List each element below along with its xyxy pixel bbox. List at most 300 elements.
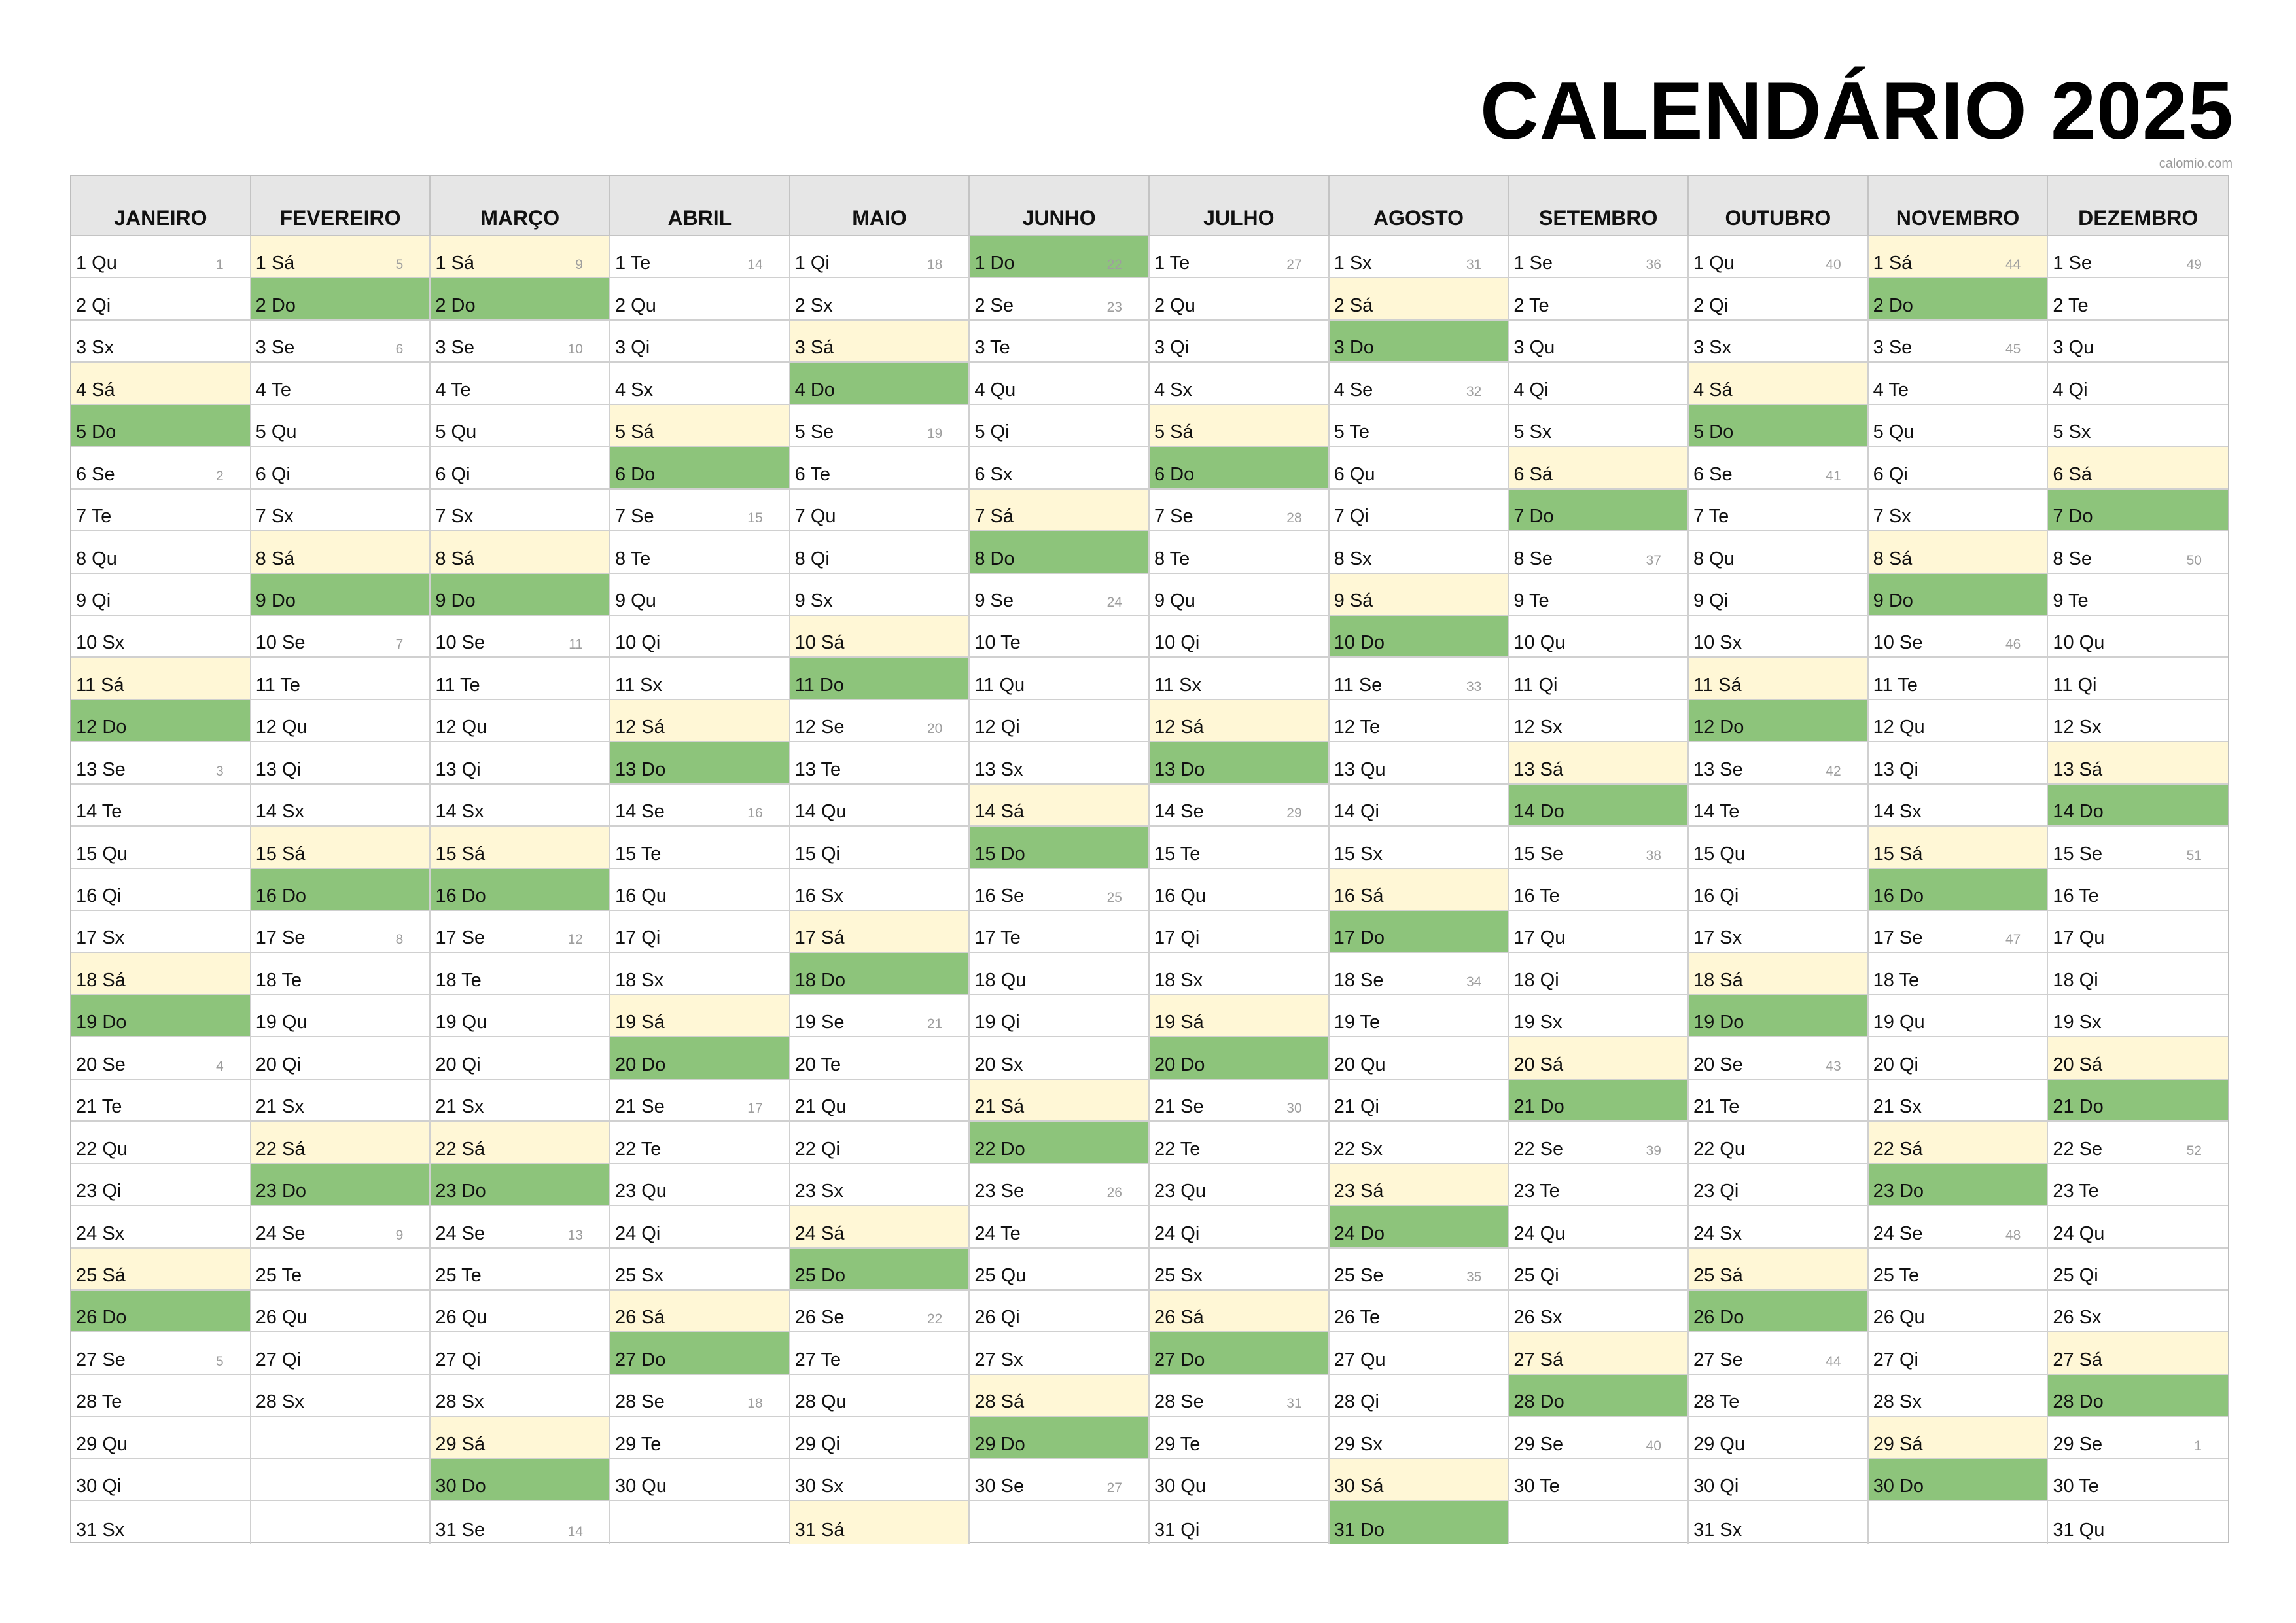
day-cell	[790, 278, 970, 320]
day-label: 23 Te	[1513, 1181, 1560, 1202]
day-label: 2 Do	[1873, 294, 1913, 316]
day-label: 4 Sx	[614, 379, 654, 401]
day-label: 28 Qu	[794, 1391, 847, 1413]
day-cell	[1689, 1291, 1869, 1332]
day-label: 30 Do	[435, 1476, 486, 1497]
day-label: 19 Do	[76, 1012, 127, 1033]
day-cell	[1330, 953, 1510, 995]
day-label: 7 Sá	[974, 506, 1014, 527]
day-cell	[970, 1080, 1150, 1122]
day-label: 5 Sx	[2053, 421, 2091, 443]
day-label: 13 Sx	[974, 758, 1023, 780]
day-cell	[1689, 363, 1869, 404]
day-label: 21 Sx	[435, 1096, 484, 1118]
week-number: 52	[2186, 1143, 2202, 1158]
day-cell	[970, 236, 1150, 278]
month-header: JULHO	[1150, 176, 1330, 236]
day-cell	[431, 531, 610, 573]
day-label: 19 Te	[1333, 1012, 1381, 1033]
day-cell	[790, 405, 970, 447]
day-cell	[431, 1206, 610, 1248]
site-credit: calomio.com	[2159, 156, 2233, 171]
day-label: 14 Do	[1513, 801, 1564, 823]
day-label: 8 Qu	[1693, 548, 1735, 569]
day-cell	[431, 995, 610, 1037]
day-cell	[71, 574, 251, 616]
week-number: 18	[747, 1396, 763, 1412]
day-label: 25 Te	[1873, 1264, 1920, 1286]
day-cell	[1689, 1080, 1869, 1122]
day-label: 11 Do	[794, 674, 844, 696]
day-label: 18 Sx	[614, 969, 664, 991]
day-cell	[610, 531, 790, 573]
day-cell	[970, 785, 1150, 827]
day-cell	[71, 1206, 251, 1248]
day-cell	[610, 869, 790, 911]
day-cell	[71, 531, 251, 573]
day-cell	[790, 785, 970, 827]
day-cell	[431, 953, 610, 995]
day-label: 26 Qu	[255, 1307, 308, 1329]
day-cell	[251, 490, 431, 531]
day-cell	[2048, 827, 2228, 868]
week-number: 9	[395, 1227, 404, 1243]
day-label: 10 Sá	[794, 632, 845, 654]
day-cell	[251, 953, 431, 995]
week-number: 45	[2005, 342, 2021, 357]
day-cell	[1150, 447, 1330, 489]
day-label: 3 Qi	[614, 337, 650, 359]
day-cell	[2048, 405, 2228, 447]
day-label: 1 Do	[974, 253, 1015, 274]
day-label: 25 Qi	[1513, 1264, 1559, 1286]
day-label: 15 Te	[614, 843, 662, 865]
day-label: 27 Se	[1693, 1349, 1743, 1370]
day-label: 23 Sx	[794, 1181, 843, 1202]
day-cell	[251, 1037, 431, 1079]
day-cell	[71, 742, 251, 784]
day-cell	[1869, 1122, 2049, 1164]
day-cell	[790, 827, 970, 868]
day-label: 14 Sx	[1873, 801, 1922, 823]
day-cell	[1150, 278, 1330, 320]
day-label: 18 Do	[794, 969, 846, 991]
week-number: 28	[1286, 510, 1302, 526]
day-label: 24 Se	[435, 1222, 486, 1244]
day-cell	[790, 1164, 970, 1206]
day-cell	[251, 1122, 431, 1164]
day-label: 12 Se	[794, 717, 845, 738]
day-cell	[970, 1206, 1150, 1248]
day-cell	[1689, 1417, 1869, 1459]
day-cell	[970, 321, 1150, 363]
day-label: 29 Qi	[794, 1433, 840, 1455]
day-label: 25 Qu	[974, 1264, 1027, 1286]
day-cell	[71, 995, 251, 1037]
day-cell	[431, 236, 610, 278]
day-label: 4 Te	[255, 379, 291, 401]
day-label: 23 Sá	[1333, 1181, 1384, 1202]
day-cell	[431, 700, 610, 742]
day-label: 10 Se	[435, 632, 486, 654]
day-cell	[790, 1459, 970, 1501]
day-cell	[1509, 1122, 1689, 1164]
day-label: 14 Te	[1693, 801, 1740, 823]
empty-cell	[251, 1501, 431, 1543]
day-cell	[970, 363, 1150, 404]
day-cell	[790, 1249, 970, 1291]
day-cell	[970, 1291, 1150, 1332]
day-cell	[71, 869, 251, 911]
day-label: 13 Sá	[2053, 758, 2103, 780]
day-cell	[970, 1417, 1150, 1459]
day-cell	[431, 321, 610, 363]
day-cell	[251, 616, 431, 658]
week-number: 40	[1826, 257, 1841, 273]
day-label: 27 Do	[614, 1349, 666, 1370]
day-label: 11 Te	[435, 674, 480, 696]
day-cell	[790, 1332, 970, 1374]
day-label: 8 Qu	[76, 548, 117, 569]
day-label: 31 Sx	[76, 1519, 125, 1541]
day-cell	[251, 1080, 431, 1122]
day-label: 9 Do	[1873, 590, 1913, 611]
day-label: 2 Qu	[1154, 294, 1195, 316]
day-label: 20 Qi	[1873, 1054, 1918, 1075]
week-number: 14	[747, 257, 763, 273]
day-cell	[1330, 616, 1510, 658]
day-label: 14 Qu	[794, 801, 847, 823]
day-cell	[970, 700, 1150, 742]
day-label: 24 Te	[974, 1222, 1021, 1244]
week-number: 44	[2005, 257, 2021, 273]
day-label: 22 Te	[1154, 1138, 1201, 1160]
day-label: 20 Sá	[2053, 1054, 2103, 1075]
day-cell	[1689, 1501, 1869, 1543]
day-label: 9 Qi	[1693, 590, 1729, 611]
day-cell	[1689, 1206, 1869, 1248]
day-cell	[1150, 911, 1330, 953]
week-number: 26	[1106, 1185, 1122, 1201]
day-cell	[251, 1332, 431, 1374]
day-cell	[1509, 1164, 1689, 1206]
day-cell	[1509, 869, 1689, 911]
day-label: 8 Sá	[435, 548, 474, 569]
day-cell	[970, 490, 1150, 531]
week-number: 38	[1646, 847, 1661, 863]
day-cell	[2048, 1332, 2228, 1374]
day-label: 28 Do	[2053, 1391, 2104, 1413]
day-cell	[610, 1332, 790, 1374]
day-label: 21 Do	[2053, 1096, 2104, 1118]
month-header: FEVEREIRO	[251, 176, 431, 236]
week-number: 30	[1286, 1101, 1302, 1116]
day-label: 24 Sá	[794, 1222, 845, 1244]
day-label: 25 Te	[435, 1264, 482, 1286]
day-cell	[431, 658, 610, 700]
day-cell	[1509, 827, 1689, 868]
week-number: 46	[2005, 637, 2021, 652]
day-label: 27 Sá	[1513, 1349, 1564, 1370]
day-label: 7 Te	[76, 506, 112, 527]
week-number: 42	[1826, 763, 1841, 779]
day-label: 26 Sá	[614, 1307, 665, 1329]
day-label: 6 Se	[1693, 463, 1733, 485]
day-cell	[1689, 447, 1869, 489]
day-label: 15 Qu	[1693, 843, 1745, 865]
week-number: 27	[1106, 1480, 1122, 1496]
day-cell	[970, 995, 1150, 1037]
day-cell	[1150, 742, 1330, 784]
day-cell	[790, 1080, 970, 1122]
day-label: 29 Se	[1513, 1433, 1564, 1455]
day-cell	[1869, 1459, 2049, 1501]
day-cell	[1689, 869, 1869, 911]
day-label: 6 Se	[76, 463, 115, 485]
day-cell	[1330, 1459, 1510, 1501]
day-cell	[610, 1249, 790, 1291]
day-cell	[790, 1375, 970, 1417]
day-label: 26 Qu	[1873, 1307, 1925, 1329]
day-label: 12 Do	[76, 717, 127, 738]
day-label: 27 Qi	[435, 1349, 481, 1370]
day-label: 28 Do	[1513, 1391, 1564, 1413]
day-label: 16 Do	[435, 885, 486, 906]
day-cell	[1150, 1459, 1330, 1501]
day-label: 10 Do	[1333, 632, 1385, 654]
week-number: 44	[1826, 1353, 1841, 1369]
day-cell	[1869, 447, 2049, 489]
day-cell	[431, 405, 610, 447]
day-cell	[251, 531, 431, 573]
day-label: 17 Se	[435, 927, 486, 949]
day-label: 27 Do	[1154, 1349, 1205, 1370]
week-number: 5	[395, 257, 404, 273]
day-cell	[2048, 1417, 2228, 1459]
day-label: 13 Sá	[1513, 758, 1564, 780]
day-label: 6 Qi	[435, 463, 470, 485]
day-label: 31 Do	[1333, 1519, 1385, 1541]
day-cell	[790, 574, 970, 616]
day-cell	[431, 1164, 610, 1206]
day-cell	[1689, 1249, 1869, 1291]
week-number: 17	[747, 1101, 763, 1116]
day-cell	[970, 742, 1150, 784]
day-label: 25 Se	[1333, 1264, 1384, 1286]
day-label: 13 Qu	[1333, 758, 1386, 780]
day-label: 22 Qu	[1693, 1138, 1745, 1160]
week-number: 27	[1286, 257, 1302, 273]
day-cell	[2048, 1249, 2228, 1291]
day-label: 19 Do	[1693, 1012, 1744, 1033]
day-label: 14 Do	[2053, 801, 2104, 823]
day-label: 25 Qi	[2053, 1264, 2098, 1286]
day-cell	[1689, 616, 1869, 658]
day-cell	[1150, 616, 1330, 658]
day-label: 12 Sá	[1154, 717, 1204, 738]
day-label: 13 Se	[76, 758, 126, 780]
day-cell	[1869, 321, 2049, 363]
day-cell	[71, 1122, 251, 1164]
day-cell	[251, 1375, 431, 1417]
day-label: 1 Qi	[794, 253, 830, 274]
day-cell	[71, 1501, 251, 1543]
day-label: 21 Te	[1693, 1096, 1740, 1118]
day-cell	[2048, 447, 2228, 489]
day-label: 29 Te	[1154, 1433, 1201, 1455]
day-cell	[1869, 1164, 2049, 1206]
day-cell	[1150, 1501, 1330, 1543]
week-number: 39	[1646, 1143, 1661, 1158]
day-cell	[790, 616, 970, 658]
day-label: 12 Sx	[1513, 717, 1563, 738]
day-cell	[1869, 1291, 2049, 1332]
day-label: 11 Qi	[2053, 674, 2097, 696]
day-label: 14 Sx	[255, 801, 304, 823]
day-label: 20 Qi	[435, 1054, 481, 1075]
day-label: 12 Qi	[974, 717, 1020, 738]
day-cell	[71, 236, 251, 278]
week-number: 18	[927, 257, 943, 273]
day-label: 12 Sx	[2053, 717, 2102, 738]
day-cell	[431, 1332, 610, 1374]
day-cell	[1330, 1037, 1510, 1079]
day-cell	[431, 1417, 610, 1459]
day-label: 1 Sá	[1873, 253, 1913, 274]
day-cell	[251, 236, 431, 278]
day-cell	[1869, 1080, 2049, 1122]
day-label: 21 Sx	[255, 1096, 304, 1118]
day-cell	[71, 363, 251, 404]
day-cell	[610, 405, 790, 447]
week-number: 48	[2005, 1227, 2021, 1243]
day-cell	[970, 1332, 1150, 1374]
day-label: 10 Se	[1873, 632, 1923, 654]
empty-cell	[610, 1501, 790, 1543]
day-cell	[251, 1164, 431, 1206]
week-number: 35	[1466, 1269, 1482, 1285]
day-label: 3 Sá	[794, 337, 834, 359]
day-label: 4 Do	[794, 379, 835, 401]
day-cell	[790, 700, 970, 742]
day-label: 11 Sx	[614, 674, 662, 696]
day-label: 25 Do	[794, 1264, 846, 1286]
day-label: 5 Sx	[1513, 421, 1552, 443]
day-label: 27 Qi	[1873, 1349, 1918, 1370]
day-cell	[1509, 1291, 1689, 1332]
day-label: 24 Qu	[2053, 1222, 2105, 1244]
day-label: 29 Te	[614, 1433, 662, 1455]
day-cell	[71, 953, 251, 995]
day-label: 25 Sx	[1154, 1264, 1203, 1286]
day-cell	[71, 1291, 251, 1332]
day-cell	[71, 616, 251, 658]
day-cell	[1150, 827, 1330, 868]
day-label: 18 Te	[1873, 969, 1920, 991]
day-label: 4 Se	[1333, 379, 1373, 401]
week-number: 31	[1286, 1396, 1302, 1412]
day-label: 22 Se	[1513, 1138, 1564, 1160]
day-label: 25 Sá	[1693, 1264, 1743, 1286]
day-cell	[1150, 236, 1330, 278]
day-label: 20 Qi	[255, 1054, 301, 1075]
day-label: 19 Sx	[1513, 1012, 1563, 1033]
day-label: 21 Se	[614, 1096, 665, 1118]
day-label: 10 Sx	[1693, 632, 1742, 654]
day-label: 17 Sx	[1693, 927, 1742, 949]
day-label: 24 Se	[1873, 1222, 1923, 1244]
day-label: 20 Do	[1154, 1054, 1205, 1075]
day-cell	[2048, 1080, 2228, 1122]
day-label: 22 Te	[614, 1138, 662, 1160]
day-cell	[1150, 1164, 1330, 1206]
day-cell	[970, 1249, 1150, 1291]
day-cell	[1150, 1291, 1330, 1332]
day-cell	[431, 869, 610, 911]
day-cell	[610, 236, 790, 278]
day-label: 19 Qi	[974, 1012, 1020, 1033]
day-cell	[2048, 953, 2228, 995]
day-cell	[1330, 574, 1510, 616]
day-cell	[1330, 447, 1510, 489]
day-cell	[1689, 911, 1869, 953]
day-cell	[2048, 658, 2228, 700]
week-number: 50	[2186, 552, 2202, 568]
day-label: 1 Sá	[255, 253, 295, 274]
year-calendar-grid	[70, 175, 2229, 1543]
day-label: 30 Do	[1873, 1476, 1924, 1497]
day-cell	[1689, 531, 1869, 573]
day-label: 21 Qu	[794, 1096, 847, 1118]
day-cell	[1689, 490, 1869, 531]
day-cell	[610, 785, 790, 827]
day-cell	[970, 658, 1150, 700]
day-cell	[1689, 278, 1869, 320]
day-label: 7 Sx	[1873, 506, 1911, 527]
week-number: 49	[2186, 257, 2202, 273]
day-cell	[610, 911, 790, 953]
day-cell	[1150, 574, 1330, 616]
day-cell	[1150, 869, 1330, 911]
day-cell	[1509, 700, 1689, 742]
day-cell	[790, 658, 970, 700]
day-cell	[610, 1459, 790, 1501]
month-header: MAIO	[790, 176, 970, 236]
day-label: 27 Sx	[974, 1349, 1023, 1370]
day-cell	[1330, 995, 1510, 1037]
day-cell	[1509, 1459, 1689, 1501]
day-cell	[251, 827, 431, 868]
day-cell	[1509, 405, 1689, 447]
day-label: 20 Te	[794, 1054, 841, 1075]
day-cell	[431, 1459, 610, 1501]
day-label: 8 Qi	[794, 548, 830, 569]
day-cell	[790, 953, 970, 995]
day-label: 1 Qu	[1693, 253, 1735, 274]
day-label: 9 Te	[1513, 590, 1549, 611]
day-cell	[71, 1080, 251, 1122]
day-cell	[71, 1375, 251, 1417]
day-cell	[431, 363, 610, 404]
day-cell	[71, 1164, 251, 1206]
day-cell	[790, 321, 970, 363]
day-label: 25 Te	[255, 1264, 302, 1286]
day-label: 10 Qi	[614, 632, 661, 654]
day-cell	[1330, 278, 1510, 320]
day-cell	[1869, 236, 2049, 278]
day-cell	[1150, 1417, 1330, 1459]
day-label: 4 Qi	[1513, 379, 1549, 401]
